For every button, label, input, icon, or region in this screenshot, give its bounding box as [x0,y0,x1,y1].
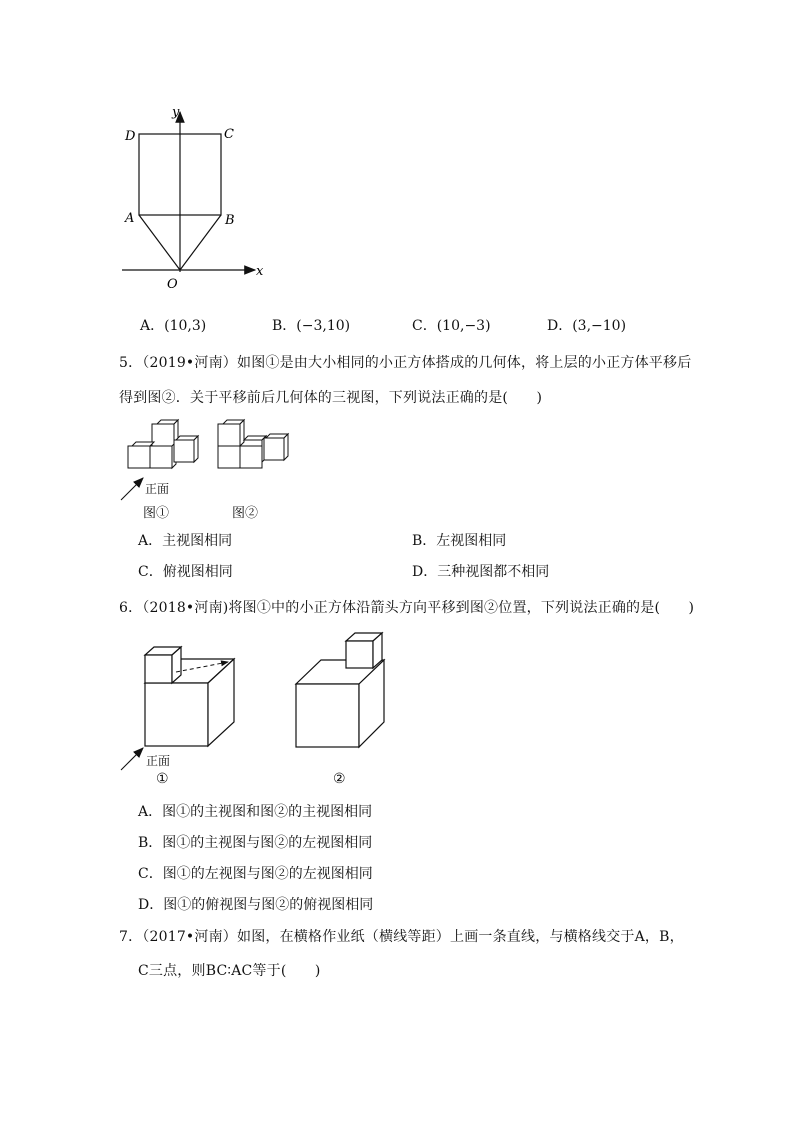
q6-option-a: A．图①的主视图和图②的主视图相同 [138,804,373,820]
q5-option-c: C．俯视图相同 [138,564,233,580]
q5-fig2-label: 图② [232,506,259,521]
q6-figure-1 [145,647,234,746]
q5-fig1-label: 图① [143,506,170,521]
q6-stem-line1: 6．（2018•河南)将图①中的小正方体沿箭头方向平移到图②位置，下列说法正确的是( ) [119,600,695,616]
q6-figure-2 [296,633,384,747]
q4-option-d: D．(3,−10) [547,318,627,334]
origin-label: O [167,277,178,292]
q7-stem-line2: C三点，则BC∶AC等于( ) [138,963,321,979]
y-axis-label: y [172,105,180,120]
point-b-label: B [225,213,235,228]
q6-fig2-label: ② [333,771,346,787]
q5-option-a: A．主视图相同 [138,533,233,549]
point-c-label: C [224,127,234,142]
q7-stem-line1: 7．（2017•河南）如图，在横格作业纸（横线等距）上画一条直线，与横格线交于A，B， [119,929,684,945]
q6-front-arrow [121,748,143,770]
q6-front-label: 正面 [146,754,171,768]
q6-option-d: D．图①的俯视图与图②的俯视图相同 [138,897,374,913]
q6-option-c: C．图①的左视图与图②的左视图相同 [138,866,373,882]
q5-option-b: B．左视图相同 [412,533,507,549]
q5-front-label: 正面 [145,482,170,496]
point-d-label: D [125,129,136,144]
q4-option-c: C．(10,−3) [412,318,491,334]
q4-option-a: A．(10,3) [140,318,207,334]
q4-option-b: B．(−3,10) [272,318,351,334]
q5-stem-line1: 5．（2019•河南）如图①是由大小相同的小正方体搭成的几何体，将上层的小正方体平移后 [119,355,692,371]
q5-option-d: D．三种视图都不相同 [412,564,550,580]
q6-option-b: B．图①的主视图与图②的左视图相同 [138,835,373,851]
q5-stem-line2: 得到图②．关于平移前后几何体的三视图，下列说法正确的是( ) [119,390,543,406]
q6-fig1-label: ① [156,771,169,787]
point-a-label: A [125,211,135,226]
x-axis-label: x [256,264,264,279]
